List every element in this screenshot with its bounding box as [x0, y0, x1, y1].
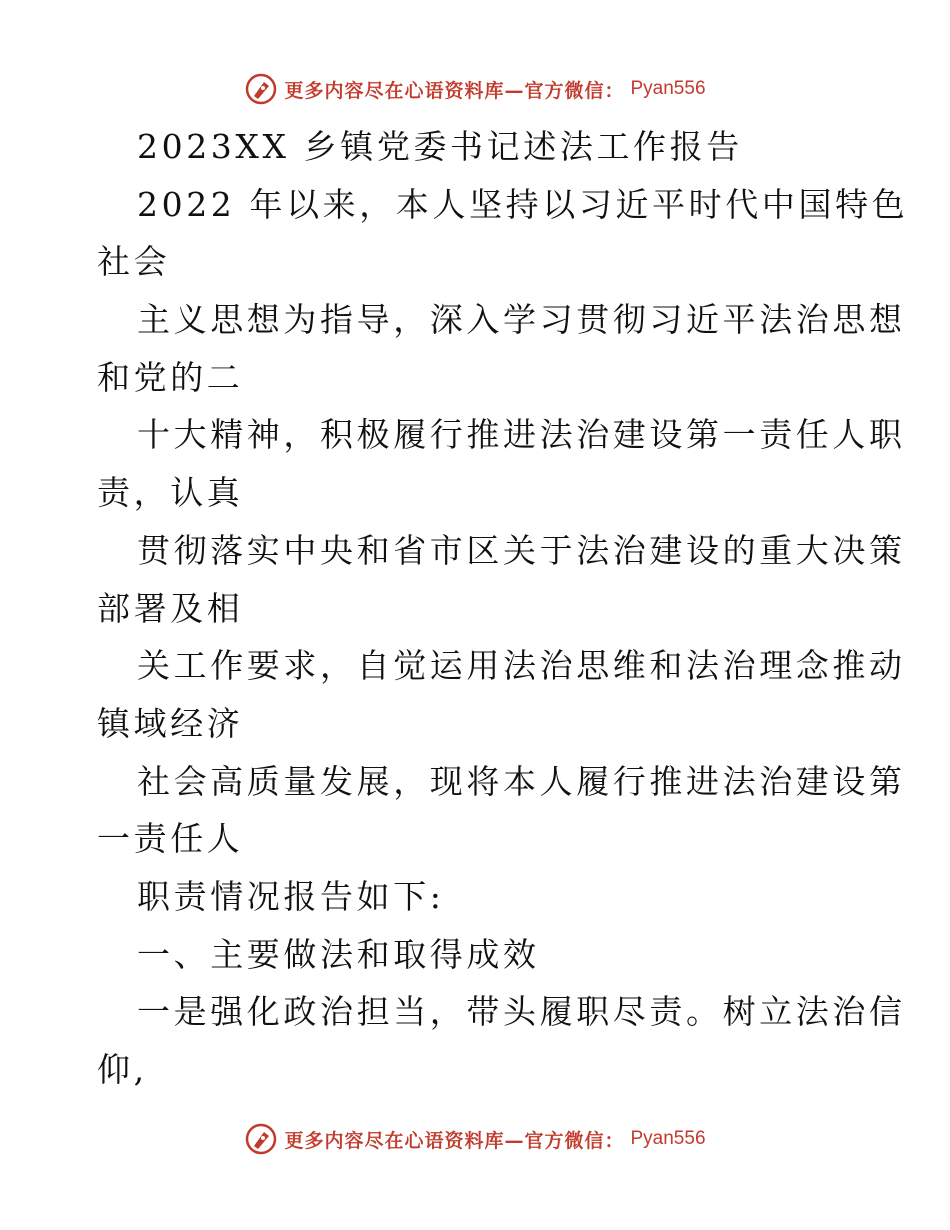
paragraph-line: 十大精神，积极履行推进法治建设第一责任人职 — [137, 415, 906, 455]
paragraph-line: 一责任人 — [97, 819, 244, 859]
pen-nib-logo-icon — [244, 1122, 278, 1156]
paragraph-line: 一是强化政治担当，带头履职尽责。树立法治信 — [137, 992, 906, 1032]
paragraph-line: 责，认真 — [97, 473, 244, 513]
paragraph-line: 2022 年以来，本人坚持以习近平时代中国特色 — [137, 184, 909, 224]
watermark-handle: Pyan556 — [630, 78, 706, 99]
footer-watermark — [0, 1122, 950, 1156]
paragraph-line: 职责情况报告如下: — [137, 876, 445, 916]
watermark-handle: Pyan556 — [630, 1128, 706, 1149]
watermark-label: 更多内容尽在心语资料库—官方微信： — [284, 1129, 625, 1152]
paragraph-line: 贯彻落实中央和省市区关于法治建设的重大决策 — [137, 530, 906, 570]
document-title: 2023XX 乡镇党委书记述法工作报告 — [137, 127, 743, 166]
watermark-label: 更多内容尽在心语资料库—官方微信： — [284, 79, 625, 102]
paragraph-line: 主义思想为指导，深入学习贯彻习近平法治思想 — [137, 300, 906, 340]
document-body — [97, 118, 909, 1099]
pen-nib-logo-icon — [244, 72, 278, 106]
header-watermark — [0, 72, 950, 106]
paragraph-line: 和党的二 — [97, 357, 244, 397]
section-heading: 一、主要做法和取得成效 — [137, 934, 540, 974]
paragraph-line: 关工作要求，自觉运用法治思维和法治理念推动 — [137, 646, 906, 686]
paragraph-line: 社会 — [97, 242, 171, 282]
paragraph-line: 镇域经济 — [97, 703, 244, 743]
paragraph-line: 部署及相 — [97, 588, 244, 628]
paragraph-line: 仰, — [97, 1050, 148, 1089]
paragraph-line: 社会高质量发展，现将本人履行推进法治建设第 — [137, 761, 906, 801]
